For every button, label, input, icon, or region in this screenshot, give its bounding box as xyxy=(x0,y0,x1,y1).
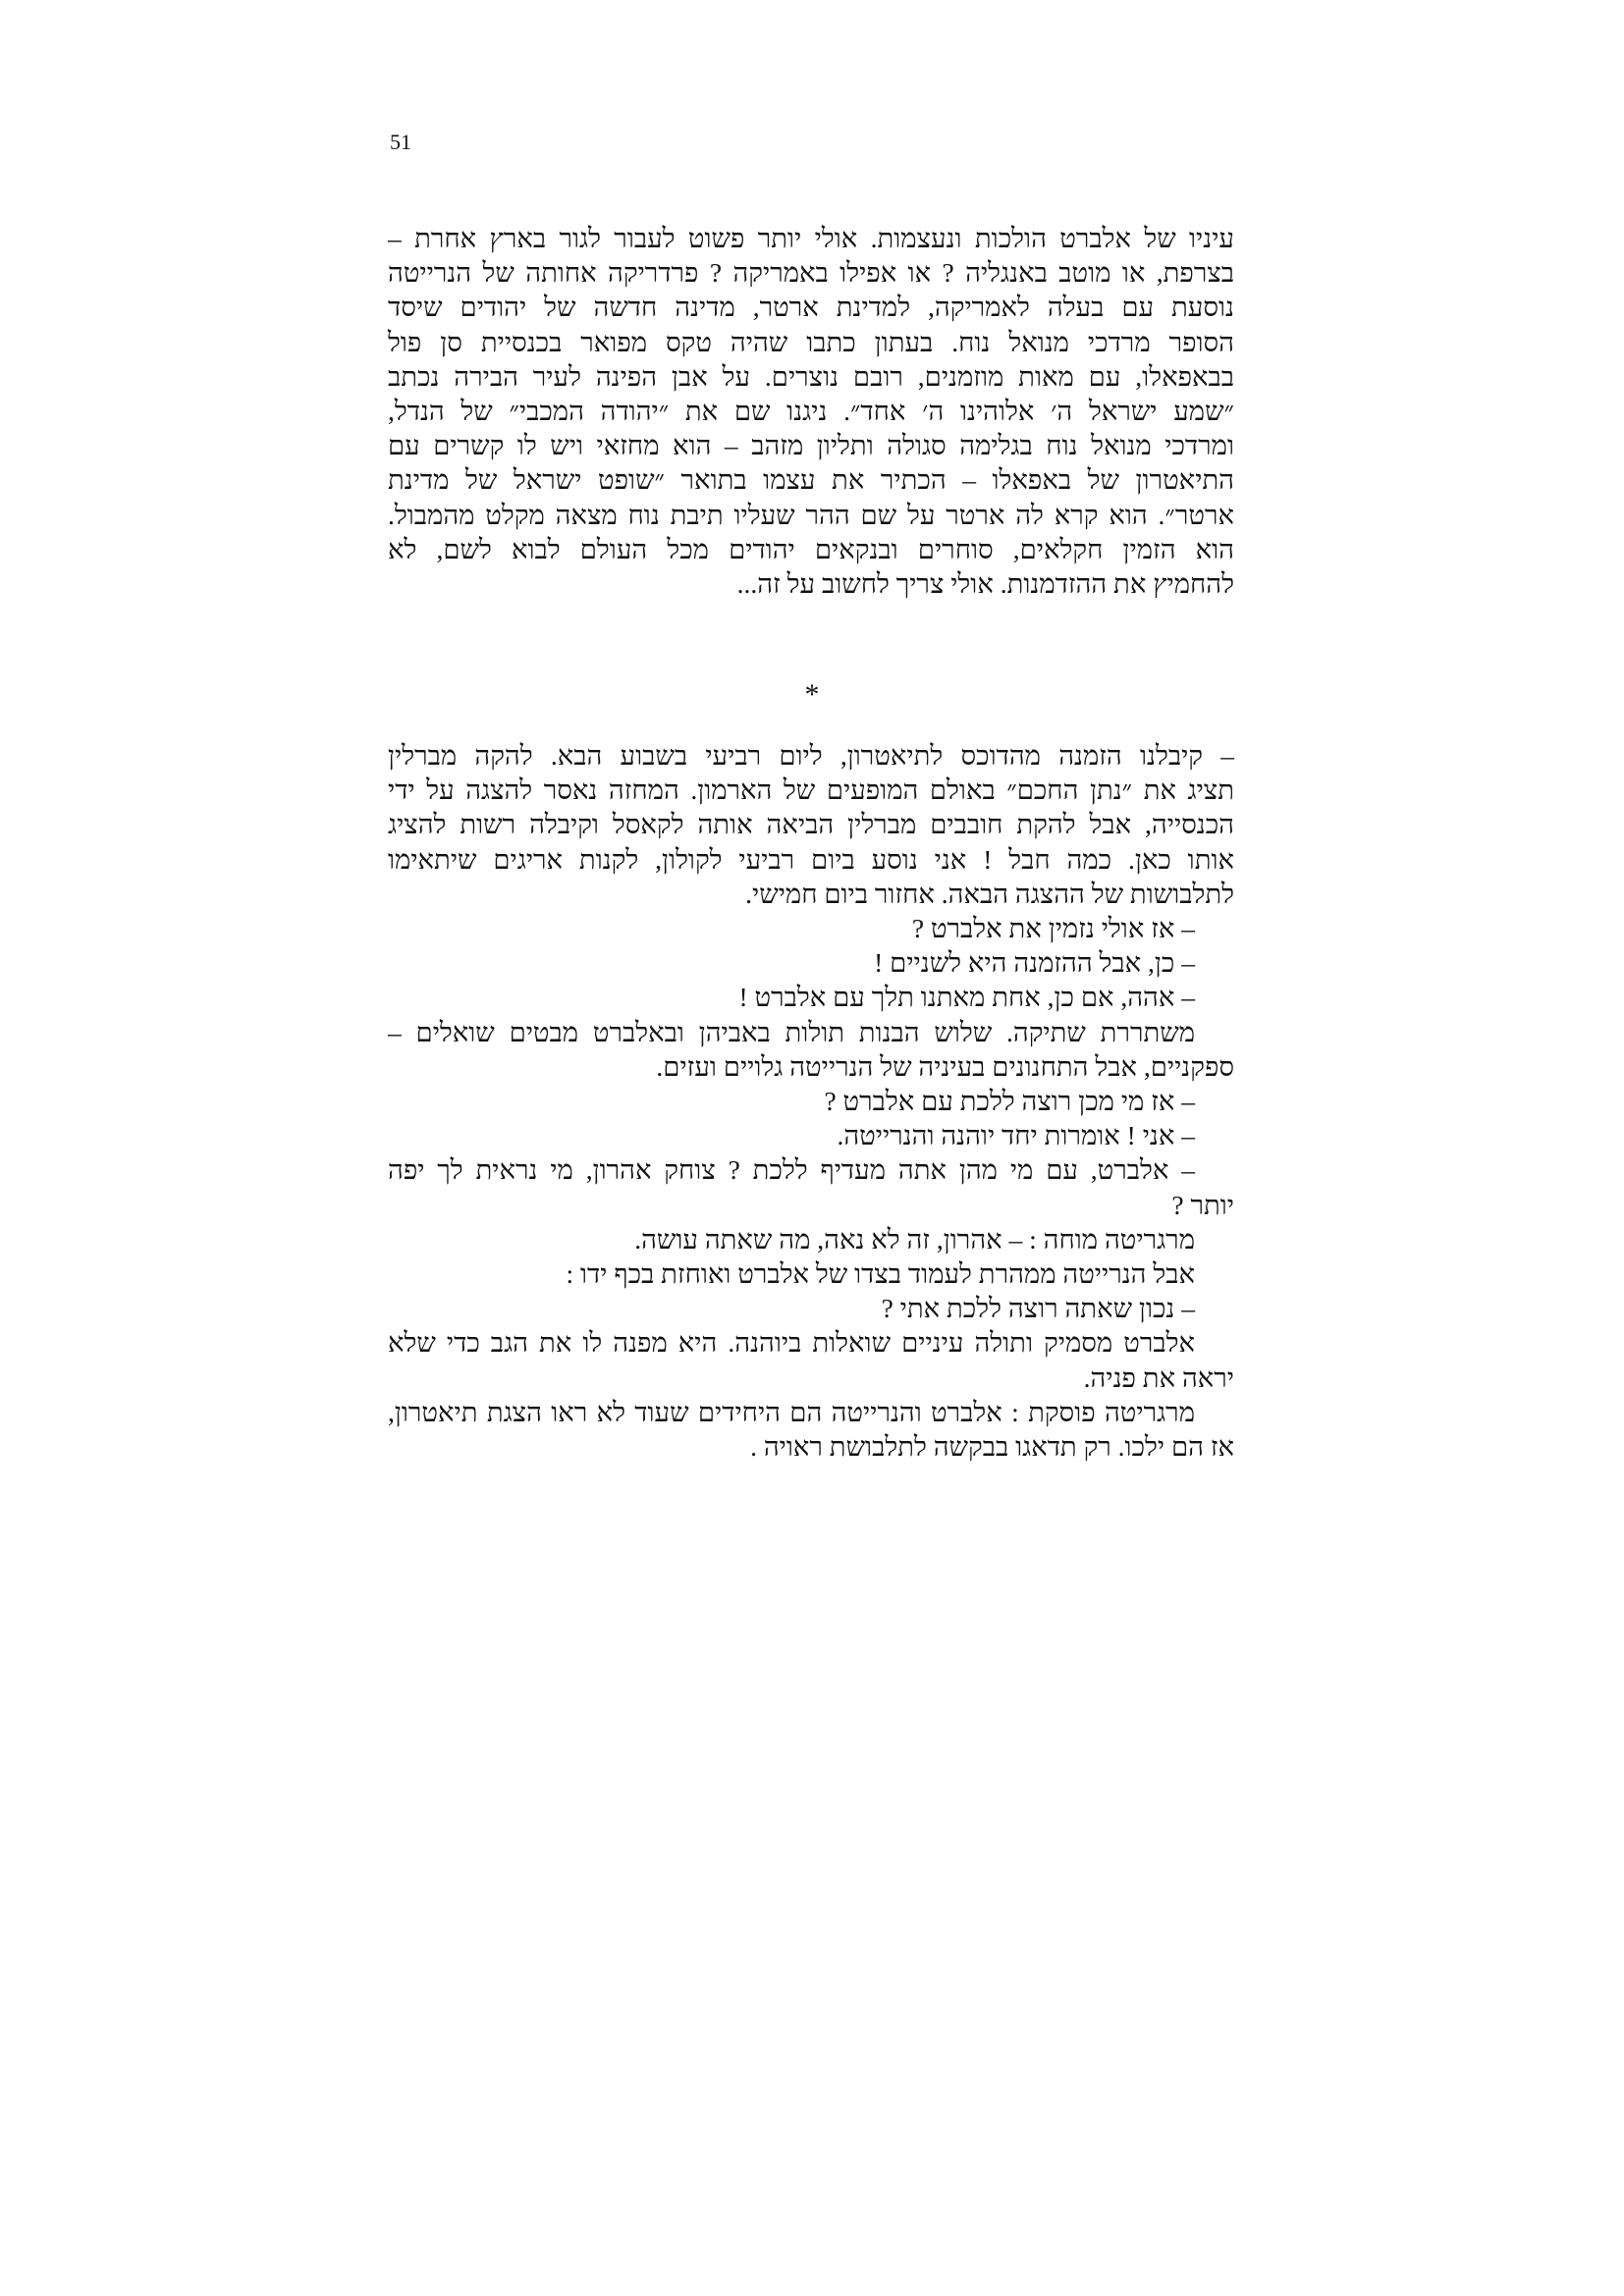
text-line: מרגריטה פוסקת : אלברט והנרייטה הם היחידים שעוד לא ראו הצגת תיאטרון, xyxy=(388,1396,1195,1427)
text-line: התיאטרון של באפאלו – הכתיר את עצמו בתואר ״שופט ישראל של מדינת xyxy=(388,464,1234,496)
text-line: הוא הזמין חקלאים, סוחרים ובנקאים יהודים מכל העולם לבוא לשם, לא xyxy=(388,533,1234,564)
dialogue-line: – אני ! אומרות יחד יוהנה והנרייטה. xyxy=(837,1120,1195,1151)
text-line: ״שמע ישראל ה׳ אלוהינו ה׳ אחד״. ניגנו שם את ״יהודה המכבי״ של הנדל, xyxy=(388,396,1234,427)
text-line: להחמיץ את ההזדמנות. אולי צריך לחשוב על זה... xyxy=(736,568,1234,600)
text-line: הסופר מרדכי מנואל נוח. בעתון כתבו שהיה טקס מפואר בכנסיית סן פול xyxy=(388,326,1234,357)
paragraph-emigration xyxy=(388,221,1234,601)
text-line: תציג את ״נתן החכם״ באולם המופעים של הארמון. המחזה נאסר להצגה על ידי xyxy=(388,774,1234,806)
text-line: ספקניים, אבל התחנונים בעיניה של הנרייטה גלויים ועזים. xyxy=(656,1050,1234,1082)
text-line: משתררת שתיקה. שלוש הבנות תולות באביהן ובאלברט מבטים שואלים – xyxy=(388,1016,1195,1047)
text-line: נוסעת עם בעלה לאמריקה, למדינת ארטר, מדינה חדשה של יהודים שיסד xyxy=(388,292,1234,323)
text-line: ומרדכי מנואל נוח בגלימה סגולה ותליון מזהב – הוא מחזאי ויש לו קשרים עם xyxy=(388,430,1234,461)
section-separator: * xyxy=(804,678,820,711)
text-line: בצרפת, או מוטב באנגליה ? או אפילו באמריקה ? פרדריקה אחותה של הנרייטה xyxy=(388,257,1234,289)
text-line: הכנסייה, אבל להקת חובבים מברלין הביאה אותה לקאסל וקיבלה רשות להציג xyxy=(388,809,1234,840)
dialogue-line: – כן, אבל ההזמנה היא לשניים ! xyxy=(874,947,1195,979)
text-line: יותר ? xyxy=(1171,1189,1234,1220)
text-line: עיניו של אלברט הולכות ונעצמות. אולי יותר פשוט לעבור לגור בארץ אחרת – xyxy=(388,223,1234,253)
text-line: בבאפאלו, עם מאות מוזמנים, רובם נוצרים. על אבן הפינה לעיר הבירה נכתב xyxy=(388,360,1234,392)
text-line: אלברט מסמיק ותולה עיניים שואלות ביוהנה. היא מפנה לו את הגב כדי שלא xyxy=(388,1327,1195,1359)
text-line: יראה את פניה. xyxy=(1083,1362,1234,1393)
text-line: לתלבושות של ההצגה הבאה. אחזור ביום חמישי. xyxy=(745,878,1234,909)
text-line: – אלברט, עם מי מהן אתה מעדיף ללכת ? צוחק אהרון, מי נראית לך יפה xyxy=(388,1154,1195,1186)
text-line: – קיבלנו הזמנה מהדוכס לתיאטרון, ליום רביעי בשבוע הבא. להקה מברלין xyxy=(388,740,1234,771)
dialogue-line: – נכון שאתה רוצה ללכת אתי ? xyxy=(881,1293,1195,1324)
theater-section xyxy=(388,738,1234,1464)
text-line: ארטר״. הוא קרא לה ארטר על שם ההר שעליו תיבת נוח מצאה מקלט מהמבול. xyxy=(388,499,1234,530)
text-line: אותו כאן. כמה חבל ! אני נוסע ביום רביעי לקולון, לקנות אריגים שיתאימו xyxy=(388,843,1234,875)
text-line: מרגריטה מוחה : – אהרון, זה לא נאה, מה שאתה עושה. xyxy=(634,1223,1195,1255)
text-line: אבל הנרייטה ממהרת לעמוד בצדו של אלברט ואוחזת בכף ידו : xyxy=(566,1258,1195,1290)
dialogue-line: – אז מי מכן רוצה ללכת עם אלברט ? xyxy=(824,1086,1195,1117)
text-line: אז הם ילכו. רק תדאגו בבקשה לתלבושת ראויה . xyxy=(750,1431,1234,1463)
dialogue-line: – אז אולי נזמין את אלברט ? xyxy=(911,913,1195,944)
dialogue-line: – אהה, אם כן, אחת מאתנו תלך עם אלברט ! xyxy=(738,982,1195,1013)
page-number: 51 xyxy=(390,130,411,154)
